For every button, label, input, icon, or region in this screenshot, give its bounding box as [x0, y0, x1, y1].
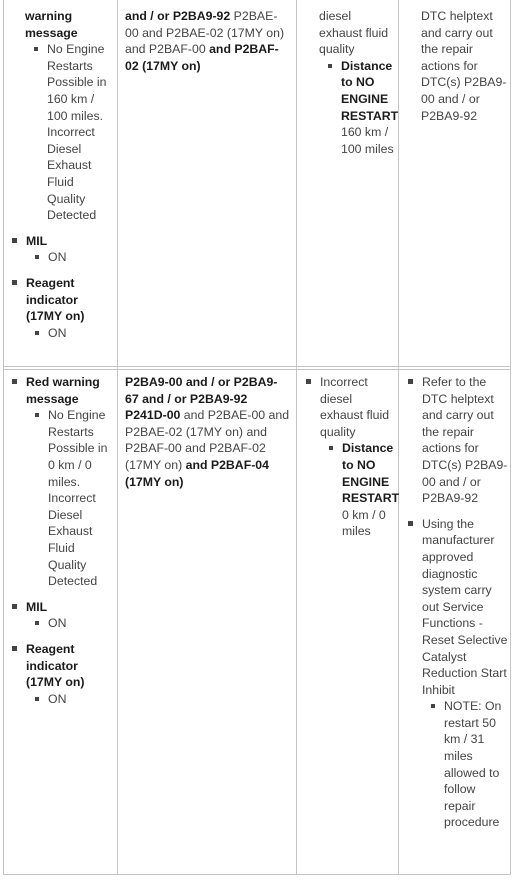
row1-mil-item [9, 233, 115, 266]
row1-distance-value: 160 km / 100 miles [341, 125, 394, 156]
row1-action-text: DTC helptext and carry out the repair actions for DTC(s) P2BA9-00 and / or P2BA9-92 [421, 9, 507, 123]
row1-mil-value: ON [26, 249, 115, 266]
column-divider-2 [296, 0, 297, 875]
row2-reagent-label: Reagent indicator (17MY on) [26, 641, 85, 690]
row2-distance-value: 0 km / 0 miles [342, 507, 386, 539]
row1-dtc-cell [125, 8, 291, 74]
row1-reagent-item [9, 275, 115, 341]
row2-mil-item [9, 599, 115, 632]
row1-dtc-text: P2BAE-00 and P2BAE-02 (17MY on) and P2BAF-00 [125, 9, 285, 57]
row1-symptom-cell [9, 8, 115, 350]
table-border-bottom [3, 874, 511, 875]
row2-dtc-bold-1: P2BA9-00 and / or P2BA9-67 and / or P2BA9-92 P241D-00 [125, 375, 278, 423]
row1-warning-subitem: No Engine Restarts Possible in 160 km / 100 miles. Incorrect Diesel Exhaust Fluid Quality Detected [25, 41, 115, 224]
row2-action-item-1: Refer to the DTC helptext and carry out the repair actions for DTC(s) P2BA9-00 and / or P2BA9-92 [405, 374, 509, 507]
row2-distance-item [320, 440, 400, 540]
row2-action-cell [405, 374, 509, 840]
row1-condition-cell [303, 8, 397, 157]
row-divider-double [3, 369, 511, 370]
row1-warning-title: warning message [25, 9, 78, 40]
table-border-left [3, 0, 4, 875]
column-divider-1 [117, 0, 118, 875]
row1-reagent-value: ON [26, 325, 115, 342]
row2-reagent-item [9, 641, 115, 707]
row2-dtc-text: and P2BAE-00 and P2BAE-02 (17MY on) and P2BAF-00 and P2BAF-02 (17MY on) [125, 408, 290, 472]
row2-action-item-2 [405, 516, 509, 831]
row2-symptom-cell [9, 374, 115, 716]
row2-mil-label: MIL [26, 599, 48, 614]
row1-action-cell [405, 8, 509, 124]
row1-reagent-label: Reagent indicator (17MY on) [26, 275, 85, 324]
row2-condition-text: Incorrect diesel exhaust fluid quality [320, 375, 390, 439]
row2-warning-subitem: No Engine Restarts Possible in 0 km / 0 miles. Incorrect Diesel Exhaust Fluid Quality Detected [26, 407, 115, 590]
row2-warning-item [9, 374, 115, 590]
row2-mil-value: ON [26, 615, 115, 632]
row2-dtc-bold-2: and P2BAF-04 (17MY on) [125, 457, 269, 489]
row2-dtc-cell [125, 374, 291, 490]
row1-mil-label: MIL [26, 233, 48, 248]
row1-distance-label: Distance to NO ENGINE RESTART [341, 58, 399, 123]
column-divider-3 [398, 0, 399, 875]
row2-action-note: NOTE: On restart 50 km / 31 miles allowed to follow repair procedure [422, 698, 509, 831]
row-divider [3, 366, 511, 367]
row1-dtc-bold-2: and P2BAF-02 (17MY on) [125, 42, 279, 73]
row2-condition-cell [303, 374, 400, 549]
row2-reagent-value: ON [26, 691, 115, 708]
row2-condition-item [303, 374, 400, 540]
row2-action-item-2-text: Using the manufacturer approved diagnostic system carry out Service Functions - Reset Selective Catalyst Reduction Start Inhibit [422, 516, 508, 697]
row2-warning-title: Red warning message [26, 375, 100, 406]
row1-distance-item [319, 58, 397, 158]
row2-distance-label: Distance to NO ENGINE RESTART [342, 441, 400, 506]
row1-condition-text: diesel exhaust fluid quality [319, 9, 389, 57]
row1-dtc-bold-1: and / or P2BA9-92 [125, 9, 231, 23]
table-border-right [510, 0, 511, 875]
